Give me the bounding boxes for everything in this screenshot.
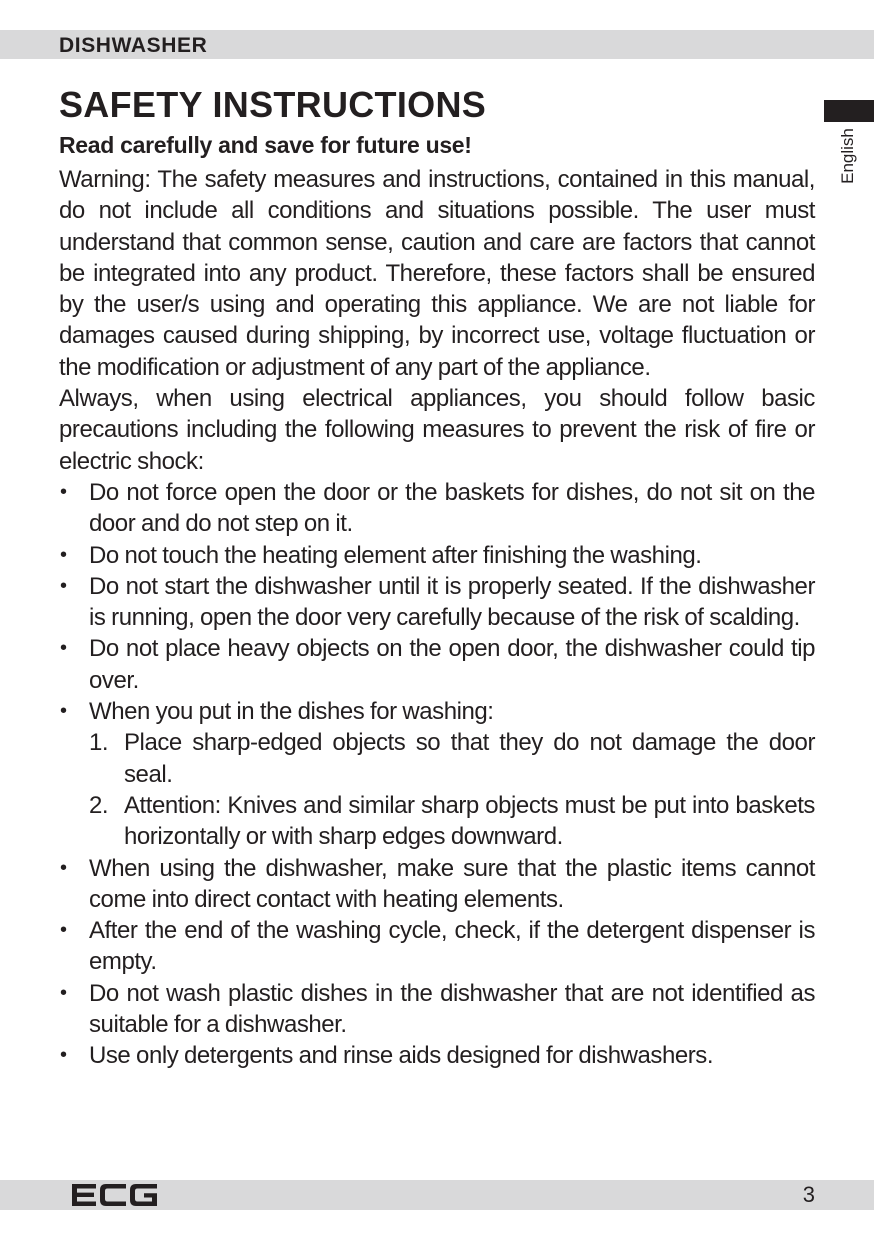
subtitle: Read carefully and save for future use! — [59, 132, 472, 158]
list-item — [59, 1040, 815, 1071]
section-header: DISHWASHER — [59, 34, 208, 57]
sub-list-item — [89, 790, 815, 853]
sub-list-item — [89, 727, 815, 790]
bullet-icon: • — [60, 919, 67, 942]
list-item — [59, 571, 815, 634]
list-item — [59, 853, 815, 916]
list-item — [59, 477, 815, 540]
language-tab — [824, 100, 874, 122]
bullet-icon: • — [60, 574, 67, 597]
list-item-text: Do not place heavy objects on the open door, the dishwasher could tip over. — [89, 635, 815, 694]
warning-paragraph: Warning: The safety measures and instructions, contained in this manual, do not include all conditions and situations possible. The user must understand that common sense, caution and care are factors that cannot be integrated into any product. Therefore, these factors shall be ensured by the user/s using and operating this appliance. We are not liable for damages caused during shipping, by incorrect use, voltage fluctuation or the modification or adjustment of any part of the appliance. — [59, 166, 815, 381]
language-label: English — [838, 128, 857, 184]
list-item — [59, 915, 815, 978]
page-number: 3 — [802, 1182, 815, 1207]
safety-list — [59, 477, 815, 1072]
list-item — [59, 696, 815, 852]
list-item — [59, 540, 815, 571]
bullet-icon: • — [60, 480, 67, 503]
list-item-text: When you put in the dishes for washing: — [89, 698, 494, 726]
sub-item-text: Place sharp-edged objects so that they do not damage the door seal. — [124, 729, 815, 788]
bullet-icon: • — [60, 543, 67, 566]
list-item-text: Do not touch the heating element after finishing the washing. — [89, 541, 702, 569]
ecg-logo — [70, 1184, 160, 1206]
sub-item-text: Attention: Knives and similar sharp objects must be put into baskets horizontally or with sharp edges downward. — [124, 791, 815, 851]
header-band — [0, 30, 874, 59]
list-item-text: Do not wash plastic dishes in the dishwasher that are not identified as suitable for a dishwasher. — [89, 979, 815, 1039]
bullet-icon: • — [60, 981, 67, 1004]
sub-item-number: 1. — [89, 729, 109, 757]
page-title: SAFETY INSTRUCTIONS — [59, 84, 487, 125]
sub-list — [89, 727, 815, 852]
list-item-text: Do not start the dishwasher until it is properly seated. If the dishwasher is running, open the door very carefully because of the risk of scalding. — [89, 572, 815, 632]
list-item-text: Use only detergents and rinse aids designed for dishwashers. — [89, 1042, 714, 1070]
bullet-icon: • — [60, 1044, 67, 1067]
list-item-text: When using the dishwasher, make sure that the plastic items cannot come into direct contact with heating elements. — [89, 854, 815, 913]
list-item-text: After the end of the washing cycle, check, if the detergent dispenser is empty. — [89, 917, 815, 976]
footer-band — [0, 1180, 874, 1210]
list-item-text: Do not force open the door or the baskets for dishes, do not sit on the door and do not step on it. — [89, 478, 815, 538]
bullet-icon: • — [60, 856, 67, 879]
bullet-icon: • — [60, 700, 67, 723]
sub-item-number: 2. — [89, 791, 109, 819]
list-item — [59, 633, 815, 696]
page-content — [59, 80, 815, 1072]
precautions-paragraph: Always, when using electrical appliances, you should follow basic precautions including the following measures to prevent the risk of fire or electric shock: — [59, 385, 815, 475]
list-item — [59, 978, 815, 1041]
bullet-icon: • — [60, 637, 67, 660]
